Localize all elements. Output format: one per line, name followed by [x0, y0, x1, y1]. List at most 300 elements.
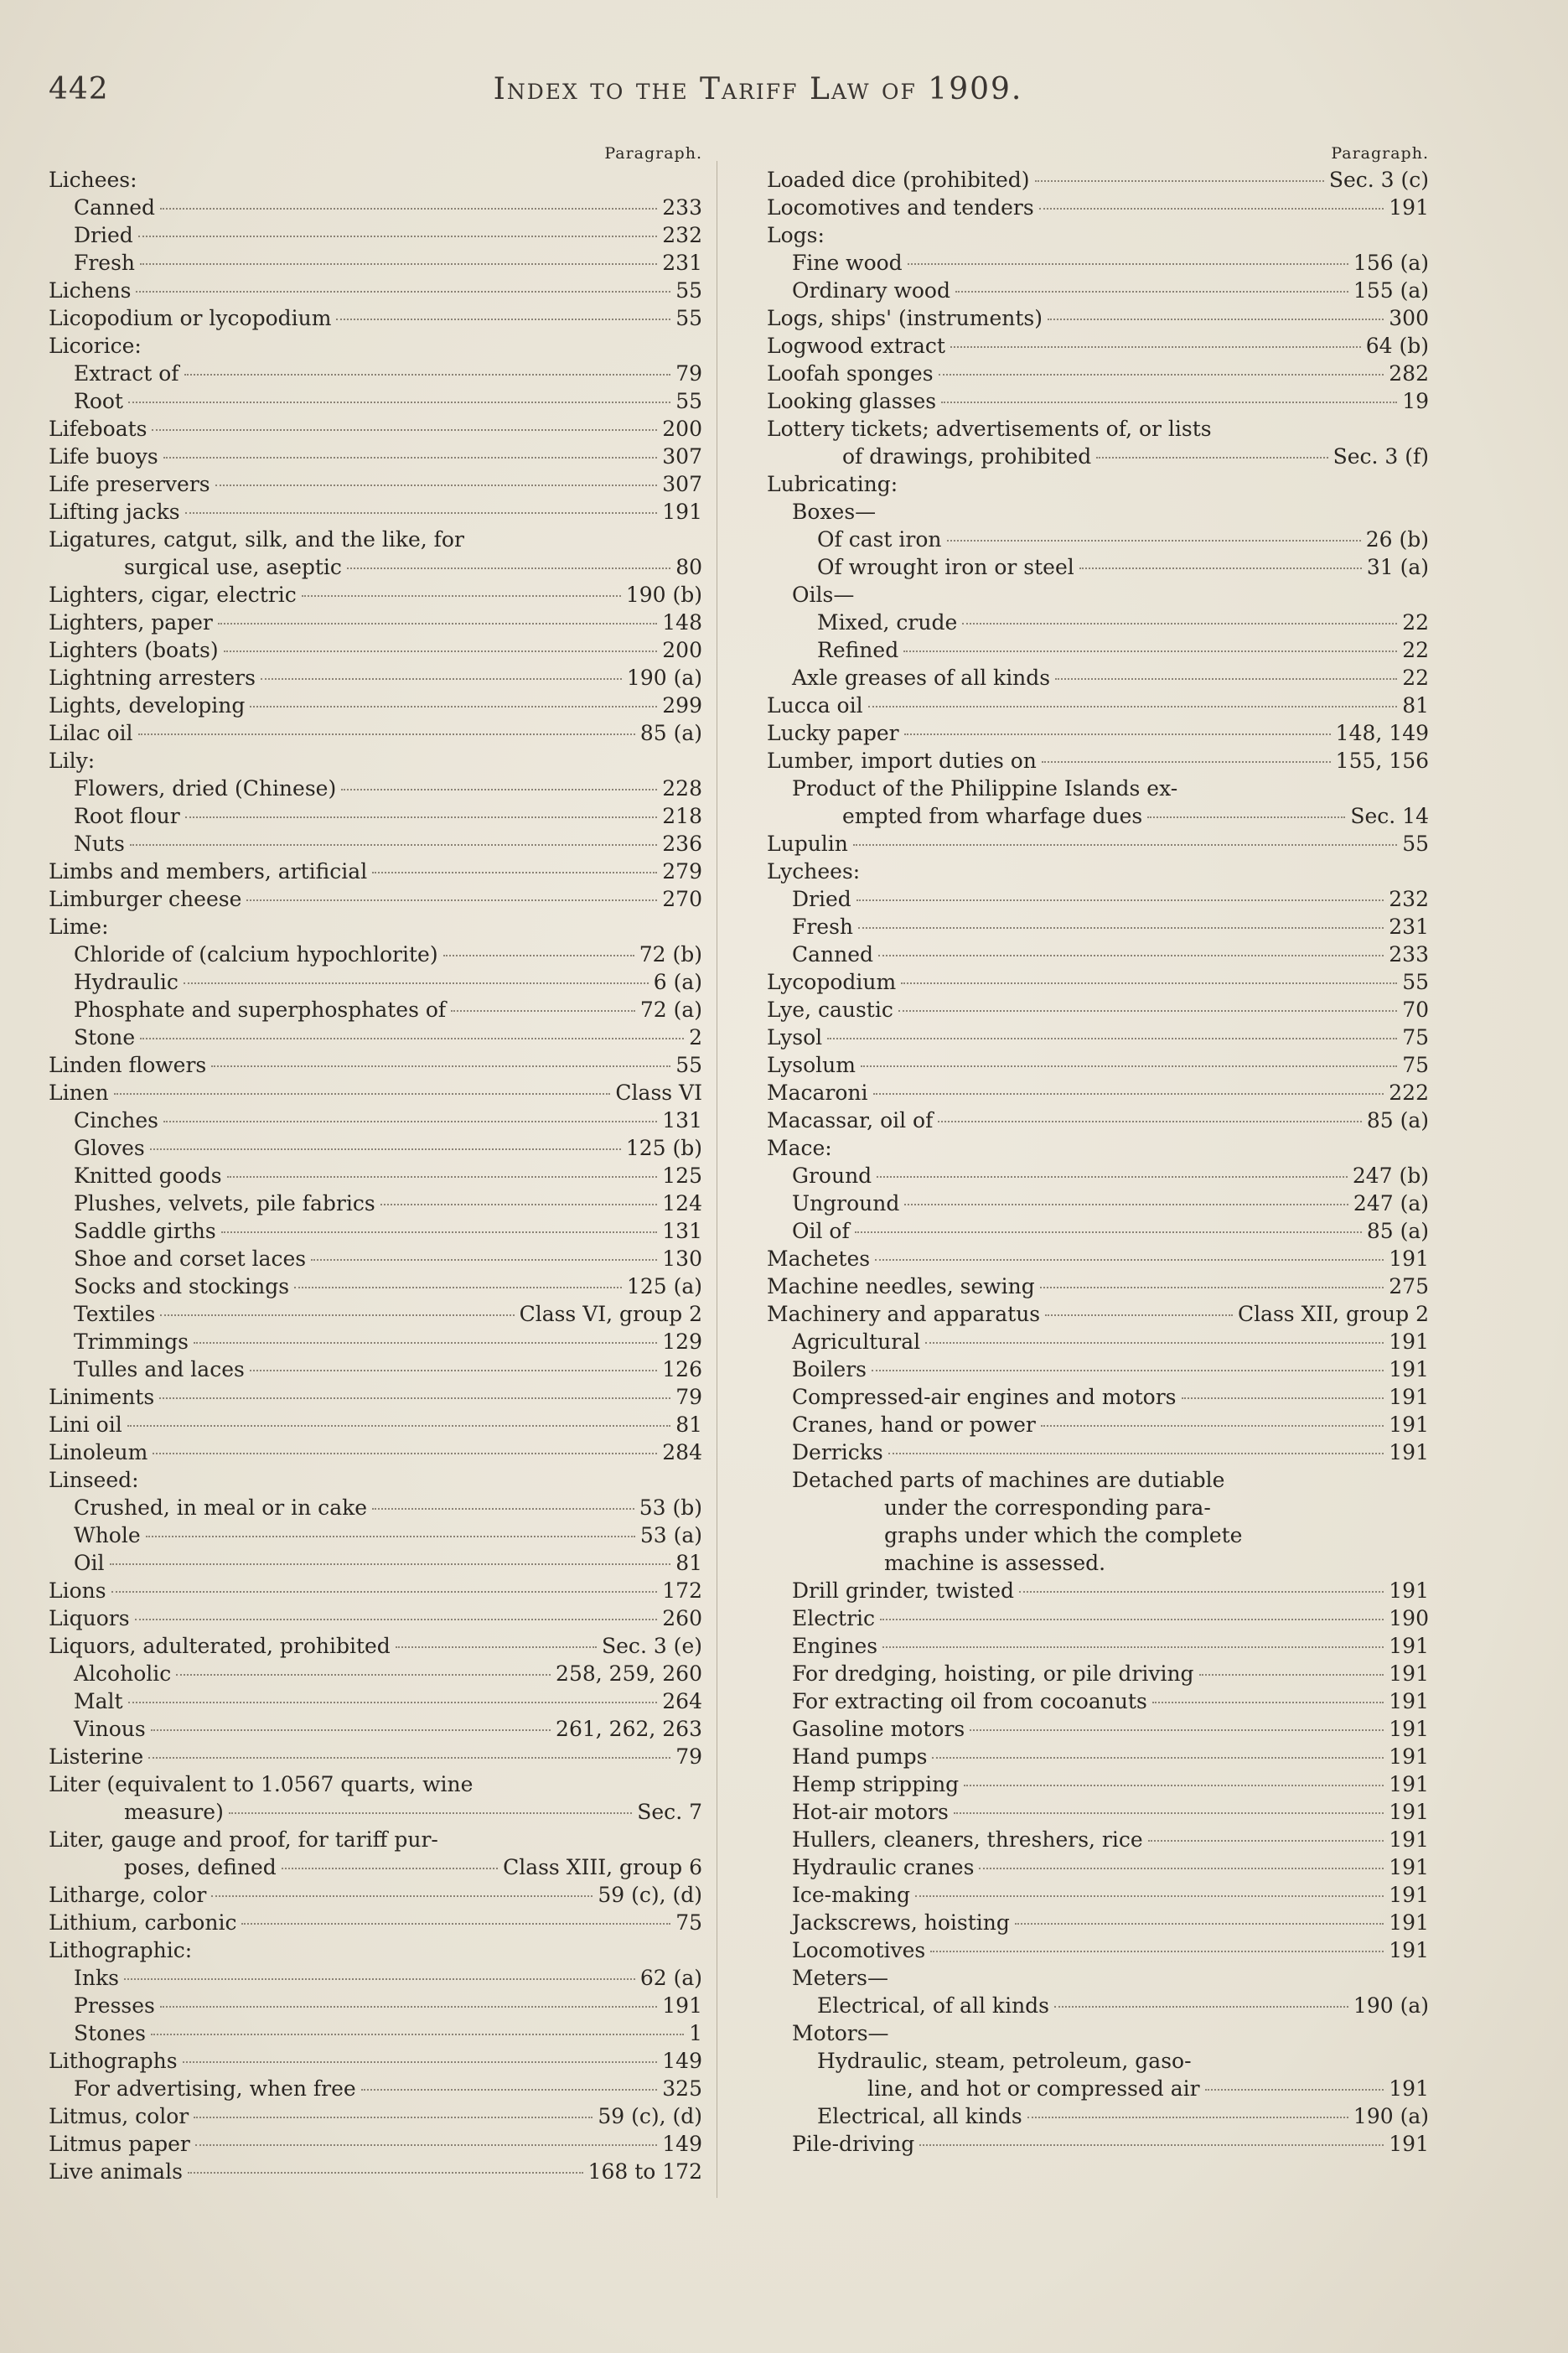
entry-paragraph-ref: 222	[1389, 1081, 1429, 1105]
entry-term: Lychees:	[767, 859, 861, 884]
index-entry	[767, 1355, 1437, 1383]
leader-dots	[939, 374, 1384, 376]
leader-dots	[152, 429, 657, 431]
index-entry	[49, 277, 711, 304]
entry-paragraph-ref: 191	[1389, 1412, 1429, 1437]
entry-term: Listerine	[49, 1744, 144, 1769]
entry-paragraph-ref: 81	[675, 1551, 702, 1575]
entry-paragraph-ref: 149	[662, 2132, 702, 2156]
index-entry	[49, 581, 711, 609]
entry-term: Lini oil	[49, 1412, 122, 1437]
entry-term: Hand pumps	[792, 1744, 928, 1769]
entry-paragraph-ref: 191	[1389, 1578, 1429, 1603]
leader-dots	[160, 208, 657, 210]
entry-term: Lithographic:	[49, 1938, 193, 1962]
index-entry	[49, 332, 711, 360]
entry-paragraph-ref: 231	[662, 251, 702, 275]
entry-paragraph-ref: 191	[1389, 1661, 1429, 1686]
index-entry	[49, 1189, 711, 1217]
entry-paragraph-ref: Sec. 3 (f)	[1333, 444, 1429, 469]
entry-term: Fine wood	[792, 251, 903, 275]
leader-dots	[903, 650, 1397, 652]
index-entry	[49, 913, 711, 941]
entry-paragraph-ref: 325	[662, 2076, 702, 2101]
entry-term: Cinches	[74, 1108, 158, 1132]
entry-paragraph-ref: Class VI, group 2	[519, 1302, 702, 1326]
leader-dots	[185, 512, 658, 514]
entry-paragraph-ref: 131	[662, 1108, 702, 1132]
index-entry	[49, 968, 711, 996]
index-entry	[767, 1051, 1437, 1079]
index-entry	[767, 1964, 1437, 1992]
index-entry	[767, 1632, 1437, 1660]
entry-term: Macaroni	[767, 1081, 868, 1105]
leader-dots	[138, 733, 635, 735]
entry-paragraph-ref: 75	[1402, 1025, 1429, 1050]
leader-dots	[1027, 2117, 1348, 2118]
entry-paragraph-ref: 260	[662, 1606, 702, 1630]
index-entry	[49, 194, 711, 221]
leader-dots	[880, 1619, 1384, 1620]
entry-paragraph-ref: 124	[662, 1191, 702, 1215]
leader-dots	[380, 1204, 658, 1205]
leader-dots	[938, 1121, 1361, 1122]
leader-dots	[227, 1176, 658, 1178]
entry-term: Whole	[74, 1523, 141, 1547]
leader-dots	[919, 2144, 1384, 2146]
index-entry	[49, 1107, 711, 1134]
entry-paragraph-ref: 72 (a)	[639, 998, 702, 1022]
entry-term: Lumber, import duties on	[767, 749, 1037, 773]
index-entry	[767, 664, 1437, 692]
index-entry	[49, 1743, 711, 1770]
leader-dots	[1199, 1674, 1384, 1676]
entry-term: Locomotives	[792, 1938, 926, 1962]
leader-dots	[1042, 761, 1331, 763]
entry-paragraph-ref: 247 (a)	[1353, 1191, 1429, 1215]
index-entry	[49, 1604, 711, 1632]
leader-dots	[443, 955, 634, 956]
leader-dots	[159, 1397, 670, 1399]
entry-paragraph-ref: 125 (a)	[626, 1274, 702, 1298]
entry-paragraph-ref: 190 (b)	[625, 583, 702, 607]
entry-term: Liniments	[49, 1385, 155, 1409]
index-entry	[49, 830, 711, 858]
index-entry	[767, 194, 1437, 221]
index-entry	[49, 2158, 711, 2185]
index-entry	[767, 304, 1437, 332]
leader-dots	[855, 1231, 1362, 1233]
index-entry	[767, 747, 1437, 775]
leader-dots	[962, 623, 1397, 625]
index-entry	[767, 2075, 1437, 2102]
leader-dots	[211, 1895, 593, 1897]
leader-dots	[218, 623, 657, 625]
entry-term: Of cast iron	[817, 527, 942, 552]
entry-term: Compressed-air engines and motors	[792, 1385, 1177, 1409]
index-entry	[767, 1521, 1437, 1549]
entry-paragraph-ref: 231	[1389, 915, 1429, 939]
leader-dots	[110, 1563, 671, 1565]
entry-paragraph-ref: 19	[1402, 389, 1429, 413]
leader-dots	[160, 2006, 657, 2008]
entry-paragraph-ref: 191	[1389, 1910, 1429, 1935]
index-entry	[767, 609, 1437, 636]
index-entry	[49, 1577, 711, 1604]
entry-paragraph-ref: 191	[1389, 2076, 1429, 2101]
entry-paragraph-ref: Sec. 14	[1350, 804, 1429, 828]
entry-paragraph-ref: 131	[662, 1219, 702, 1243]
entry-paragraph-ref: 172	[662, 1578, 702, 1603]
leader-dots	[947, 540, 1361, 542]
entry-paragraph-ref: 31 (a)	[1366, 555, 1429, 579]
index-entry	[49, 1079, 711, 1107]
leader-dots	[908, 263, 1348, 265]
entry-paragraph-ref: 22	[1402, 666, 1429, 690]
entry-term: Derricks	[792, 1440, 883, 1464]
index-entry	[49, 1992, 711, 2019]
entry-paragraph-ref: 191	[1389, 1744, 1429, 1769]
index-entry	[767, 1798, 1437, 1826]
index-entry	[49, 1853, 711, 1881]
leader-dots	[1019, 1591, 1384, 1593]
page-title: Index to the Tariff Law of 1909.	[493, 72, 1023, 106]
leader-dots	[146, 1536, 635, 1537]
entry-paragraph-ref: 155, 156	[1335, 749, 1429, 773]
entry-term: Saddle girths	[74, 1219, 216, 1243]
entry-paragraph-ref: 125 (b)	[625, 1136, 702, 1160]
entry-paragraph-ref: 232	[662, 223, 702, 247]
entry-term: Vinous	[74, 1717, 146, 1741]
leader-dots	[875, 1259, 1384, 1261]
leader-dots	[955, 291, 1348, 293]
entry-term: graphs under which the complete	[884, 1523, 1243, 1547]
entry-term: Product of the Philippine Islands ex-	[792, 776, 1178, 801]
leader-dots	[241, 1923, 670, 1925]
entry-paragraph-ref: 79	[675, 361, 702, 386]
entry-paragraph-ref: 232	[1389, 887, 1429, 911]
index-entry	[767, 885, 1437, 913]
index-entry	[49, 858, 711, 885]
index-entry	[767, 526, 1437, 553]
leader-dots	[246, 899, 657, 901]
leader-dots	[229, 1812, 632, 1814]
entry-paragraph-ref: 22	[1402, 610, 1429, 635]
index-entry	[49, 802, 711, 830]
entry-term: Linoleum	[49, 1440, 148, 1464]
entry-term: Gloves	[74, 1136, 145, 1160]
index-entry	[767, 360, 1437, 387]
leader-dots	[1048, 319, 1384, 320]
entry-term: Pile-driving	[792, 2132, 915, 2156]
leader-dots	[878, 955, 1384, 956]
leader-dots	[127, 1425, 671, 1427]
leader-dots	[1152, 1702, 1384, 1703]
entry-paragraph-ref: 125	[662, 1164, 702, 1188]
index-entry	[49, 2047, 711, 2075]
index-entry	[49, 1632, 711, 1660]
entry-paragraph-ref: 191	[1389, 2132, 1429, 2156]
entry-paragraph-ref: 64 (b)	[1365, 334, 1429, 358]
entry-term: Ligatures, catgut, silk, and the like, for	[49, 527, 464, 552]
index-entry	[49, 1909, 711, 1936]
index-entry	[49, 2130, 711, 2158]
index-entry	[49, 1521, 711, 1549]
index-entry	[767, 581, 1437, 609]
entry-term: Litmus, color	[49, 2104, 189, 2128]
leader-dots	[184, 374, 671, 376]
entry-paragraph-ref: 130	[662, 1246, 702, 1271]
entry-paragraph-ref: 191	[1389, 1440, 1429, 1464]
leader-dots	[856, 899, 1384, 901]
entry-term: Electrical, all kinds	[817, 2104, 1022, 2128]
entry-paragraph-ref: Sec. 3 (c)	[1328, 168, 1429, 192]
leader-dots	[311, 1259, 657, 1261]
index-entry	[49, 553, 711, 581]
index-entry	[49, 609, 711, 636]
index-entry	[49, 1687, 711, 1715]
leader-dots	[124, 1978, 635, 1980]
leader-dots	[1015, 1923, 1384, 1925]
entry-term: Lucca oil	[767, 693, 863, 718]
entry-paragraph-ref: 191	[662, 500, 702, 524]
index-entry	[767, 221, 1437, 249]
entry-paragraph-ref: 307	[662, 444, 702, 469]
leader-dots	[194, 2117, 593, 2118]
index-entry	[49, 1383, 711, 1411]
entry-term: Meters—	[792, 1966, 889, 1990]
entry-term: line, and hot or compressed air	[867, 2076, 1200, 2101]
entry-term: Unground	[792, 1191, 900, 1215]
entry-term: Hydraulic	[74, 970, 179, 994]
entry-term: Agricultural	[792, 1329, 921, 1354]
entry-paragraph-ref: 148	[662, 610, 702, 635]
leader-dots	[930, 1951, 1384, 1952]
index-entry	[767, 1881, 1437, 1909]
index-entry	[767, 1438, 1437, 1466]
index-entry	[49, 692, 711, 719]
entry-term: Cranes, hand or power	[792, 1412, 1036, 1437]
leader-dots	[1182, 1397, 1384, 1399]
index-entry	[767, 1024, 1437, 1051]
left-index-column	[49, 144, 711, 2185]
leader-dots	[827, 1038, 1397, 1039]
index-entry	[49, 249, 711, 277]
entry-term: Engines	[792, 1634, 878, 1658]
leader-dots	[361, 2089, 658, 2091]
index-entry	[767, 1826, 1437, 1853]
entry-term: Trimmings	[74, 1329, 189, 1354]
entry-term: Flowers, dried (Chinese)	[74, 776, 337, 801]
leader-dots	[1205, 2089, 1384, 2091]
entry-term: Shoe and corset laces	[74, 1246, 307, 1271]
index-entry	[767, 1853, 1437, 1881]
entry-term: Fresh	[792, 915, 854, 939]
index-entry	[49, 1964, 711, 1992]
entry-term: Knitted goods	[74, 1164, 222, 1188]
index-entry	[49, 1355, 711, 1383]
leader-dots	[372, 872, 657, 873]
leader-dots	[941, 402, 1397, 403]
entry-paragraph-ref: 148, 149	[1335, 721, 1429, 745]
index-entry	[49, 443, 711, 470]
entry-paragraph-ref: 149	[662, 2049, 702, 2073]
entry-paragraph-ref: 191	[1389, 1883, 1429, 1907]
entry-term: Hydraulic cranes	[792, 1855, 975, 1879]
entry-paragraph-ref: 55	[675, 278, 702, 303]
entry-term: Looking glasses	[767, 389, 937, 413]
index-entry	[767, 1715, 1437, 1743]
entry-term: Lubricating:	[767, 472, 898, 496]
entry-term: Motors—	[792, 2021, 889, 2045]
index-entry	[767, 830, 1437, 858]
index-entry	[767, 249, 1437, 277]
entry-paragraph-ref: Class XII, group 2	[1237, 1302, 1429, 1326]
index-entry	[767, 332, 1437, 360]
entry-paragraph-ref: 22	[1402, 638, 1429, 662]
leader-dots	[163, 457, 658, 459]
index-entry	[767, 1743, 1437, 1770]
entry-term: surgical use, aseptic	[124, 555, 342, 579]
right-entries	[767, 166, 1437, 2158]
index-entry	[767, 858, 1437, 885]
entry-term: Textiles	[74, 1302, 156, 1326]
entry-paragraph-ref: 168 to 172	[587, 2159, 702, 2184]
leader-dots	[901, 982, 1397, 984]
leader-dots	[153, 1453, 657, 1454]
entry-paragraph-ref: 85 (a)	[1366, 1219, 1429, 1243]
leader-dots	[128, 1702, 658, 1703]
leader-dots	[176, 1674, 551, 1676]
index-entry	[49, 498, 711, 526]
index-entry	[767, 1936, 1437, 1964]
entry-paragraph-ref: 79	[675, 1744, 702, 1769]
entry-term: Lighters (boats)	[49, 638, 219, 662]
entry-paragraph-ref: 191	[1389, 195, 1429, 220]
entry-term: Lime:	[49, 915, 109, 939]
leader-dots	[1055, 678, 1397, 680]
entry-term: Ice-making	[792, 1883, 910, 1907]
index-entry	[49, 360, 711, 387]
leader-dots	[130, 844, 657, 846]
leader-dots	[1148, 1840, 1384, 1842]
entry-term: Of wrought iron or steel	[817, 555, 1074, 579]
index-entry	[767, 802, 1437, 830]
entry-paragraph-ref: 190 (a)	[626, 666, 702, 690]
entry-paragraph-ref: 191	[1389, 1357, 1429, 1381]
entry-paragraph-ref: 282	[1389, 361, 1429, 386]
entry-term: Life buoys	[49, 444, 158, 469]
entry-term: Stone	[74, 1025, 136, 1050]
entry-term: Lights, developing	[49, 693, 246, 718]
entry-paragraph-ref: 79	[675, 1385, 702, 1409]
leader-dots	[150, 1148, 621, 1150]
entry-term: poses, defined	[124, 1855, 277, 1879]
entry-term: Lye, caustic	[767, 998, 893, 1022]
leader-dots	[224, 650, 658, 652]
leader-dots	[211, 1065, 670, 1067]
entry-paragraph-ref: 247 (b)	[1352, 1164, 1429, 1188]
index-entry	[49, 221, 711, 249]
leader-dots	[873, 1093, 1384, 1095]
leader-dots	[336, 319, 670, 320]
leader-dots	[302, 595, 621, 597]
entry-term: Liquors, adulterated, prohibited	[49, 1634, 391, 1658]
entry-term: Lifeboats	[49, 417, 147, 441]
leader-dots	[140, 263, 657, 265]
entry-paragraph-ref: 258, 259, 260	[556, 1661, 702, 1686]
index-entry	[49, 1660, 711, 1687]
entry-paragraph-ref: 191	[1389, 1689, 1429, 1713]
leader-dots	[1079, 568, 1362, 569]
index-entry	[49, 775, 711, 802]
leader-dots	[1041, 1425, 1384, 1427]
leader-dots	[868, 706, 1398, 707]
index-entry	[767, 719, 1437, 747]
index-entry	[49, 1881, 711, 1909]
entry-paragraph-ref: 190	[1389, 1606, 1429, 1630]
entry-paragraph-ref: 190 (a)	[1353, 1993, 1429, 2018]
entry-paragraph-ref: 62 (a)	[639, 1966, 702, 1990]
leader-dots	[341, 789, 657, 790]
leader-dots	[136, 291, 670, 293]
entry-term: Lightning arresters	[49, 666, 256, 690]
leader-dots	[294, 1287, 622, 1288]
leader-dots	[858, 927, 1384, 929]
entry-term: Logwood extract	[767, 334, 945, 358]
leader-dots	[163, 1121, 657, 1122]
entry-term: Drill grinder, twisted	[792, 1578, 1014, 1603]
leader-dots	[964, 1785, 1384, 1786]
entry-term: Tulles and laces	[74, 1357, 245, 1381]
entry-term: For extracting oil from cocoanuts	[792, 1689, 1147, 1713]
entry-paragraph-ref: 55	[675, 306, 702, 330]
index-entry	[767, 553, 1437, 581]
entry-term: Hemp stripping	[792, 1772, 960, 1796]
leader-dots	[904, 733, 1331, 735]
entry-term: Lucky paper	[767, 721, 899, 745]
index-entry	[767, 1217, 1437, 1245]
leader-dots	[138, 236, 657, 237]
entry-term: Lichees:	[49, 168, 137, 192]
entry-term: Lilac oil	[49, 721, 133, 745]
leader-dots	[261, 678, 622, 680]
leader-dots	[451, 1010, 635, 1012]
entry-term: Nuts	[74, 832, 125, 856]
entry-paragraph-ref: 81	[1402, 693, 1429, 718]
entry-paragraph-ref: 218	[662, 804, 702, 828]
entry-paragraph-ref: 233	[1389, 942, 1429, 967]
entry-term: Gasoline motors	[792, 1717, 965, 1741]
leader-dots	[915, 1895, 1384, 1897]
index-entry	[767, 1189, 1437, 1217]
entry-term: Crushed, in meal or in cake	[74, 1495, 368, 1520]
entry-term: Liquors	[49, 1606, 130, 1630]
entry-term: Dried	[74, 223, 133, 247]
entry-paragraph-ref: 275	[1389, 1274, 1429, 1298]
entry-term: Logs, ships' (instruments)	[767, 306, 1043, 330]
entry-term: Oil of	[792, 1219, 850, 1243]
entry-term: Limburger cheese	[49, 887, 242, 911]
entry-paragraph-ref: 191	[1389, 1855, 1429, 1879]
entry-term: Life preservers	[49, 472, 210, 496]
entry-paragraph-ref: 261, 262, 263	[556, 1717, 702, 1741]
entry-paragraph-ref: 279	[662, 859, 702, 884]
entry-term: Lottery tickets; advertisements of, or lists	[767, 417, 1212, 441]
index-entry	[767, 968, 1437, 996]
entry-term: under the corresponding para-	[884, 1495, 1211, 1520]
entry-paragraph-ref: 55	[1402, 832, 1429, 856]
